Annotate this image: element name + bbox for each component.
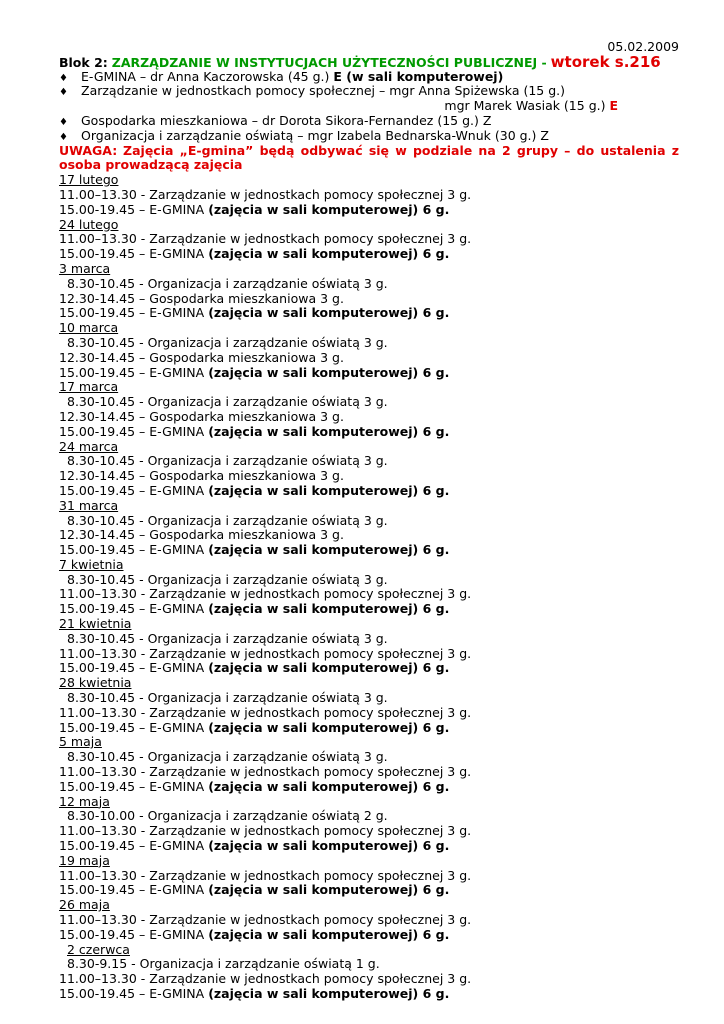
course-item xyxy=(59,114,679,129)
schedule-entry xyxy=(59,395,679,410)
schedule-entry xyxy=(59,913,679,928)
course-text: mgr Marek Wasiak (15 g.) xyxy=(444,98,610,114)
entry-text: 15.00-19.45 – E-GMINA xyxy=(59,660,209,676)
schedule-entry xyxy=(59,454,679,469)
entry-bold: (zajęcia w sali komputerowej) 6 g. xyxy=(208,305,450,321)
entry-text: 15.00-19.45 – E-GMINA xyxy=(59,926,209,942)
schedule-entry xyxy=(59,306,679,321)
schedule-entry xyxy=(59,721,679,736)
date-label: 17 lutego xyxy=(59,172,119,188)
schedule-entry xyxy=(59,987,679,1002)
schedule-entry xyxy=(59,410,679,425)
block-heading xyxy=(59,52,679,71)
entry-text: 15.00-19.45 – E-GMINA xyxy=(59,719,209,735)
schedule-date xyxy=(59,676,679,691)
entry-text: 11.00–13.30 - Zarządzanie w jednostkach pomocy społecznej 3 g. xyxy=(59,823,472,839)
schedule-date xyxy=(59,173,679,188)
schedule-entry xyxy=(59,957,679,972)
schedule-entry xyxy=(59,366,679,381)
schedule-entry xyxy=(59,232,679,247)
entry-bold: (zajęcia w sali komputerowej) 6 g. xyxy=(208,201,450,217)
entry-bold: (zajęcia w sali komputerowej) 6 g. xyxy=(208,423,450,439)
schedule-date xyxy=(59,558,679,573)
schedule-entry xyxy=(59,780,679,795)
schedule-entry xyxy=(59,425,679,440)
entry-text: 12.30-14.45 – Gospodarka mieszkaniowa 3 g. xyxy=(59,290,344,306)
entry-text: 8.30-10.45 - Organizacja i zarządzanie oświatą 3 g. xyxy=(67,275,388,291)
course-item xyxy=(59,129,679,144)
entry-text: 15.00-19.45 – E-GMINA xyxy=(59,882,209,898)
schedule-entry xyxy=(59,203,679,218)
date-label: 28 kwietnia xyxy=(59,675,132,691)
schedule-entry xyxy=(59,883,679,898)
entry-text: 15.00-19.45 – E-GMINA xyxy=(59,778,209,794)
entry-text: 11.00–13.30 - Zarządzanie w jednostkach pomocy społecznej 3 g. xyxy=(59,586,472,602)
course-text: E-GMINA – dr Anna Kaczorowska (45 g.) xyxy=(81,68,334,84)
schedule-entry xyxy=(59,247,679,262)
entry-bold: (zajęcia w sali komputerowej) 6 g. xyxy=(208,986,450,1001)
schedule xyxy=(59,173,679,1002)
entry-text: 8.30-10.45 - Organizacja i zarządzanie oświatą 3 g. xyxy=(67,394,388,410)
entry-text: 8.30-10.45 - Organizacja i zarządzanie oświatą 3 g. xyxy=(67,512,388,528)
schedule-entry xyxy=(59,839,679,854)
entry-text: 8.30-10.45 - Organizacja i zarządzanie oświatą 3 g. xyxy=(67,453,388,469)
entry-bold: (zajęcia w sali komputerowej) 6 g. xyxy=(208,482,450,498)
date-label: 12 maja xyxy=(59,793,110,809)
entry-text: 8.30-10.45 - Organizacja i zarządzanie oświatą 3 g. xyxy=(67,571,388,587)
schedule-entry xyxy=(59,277,679,292)
schedule-entry xyxy=(59,691,679,706)
schedule-entry xyxy=(59,661,679,676)
schedule-entry xyxy=(59,809,679,824)
entry-text: 15.00-19.45 – E-GMINA xyxy=(59,838,209,854)
entry-bold: (zajęcia w sali komputerowej) 6 g. xyxy=(208,660,450,676)
entry-bold: (zajęcia w sali komputerowej) 6 g. xyxy=(208,542,450,558)
schedule-entry xyxy=(59,351,679,366)
entry-text: 12.30-14.45 – Gospodarka mieszkaniowa 3 g. xyxy=(59,349,344,365)
course-text: Gospodarka mieszkaniowa – dr Dorota Sikora-Fernandez (15 g.) Z xyxy=(81,112,492,128)
entry-text: 11.00–13.30 - Zarządzanie w jednostkach pomocy społecznej 3 g. xyxy=(59,867,472,883)
schedule-entry xyxy=(59,706,679,721)
entry-text: 15.00-19.45 – E-GMINA xyxy=(59,542,209,558)
entry-text: 15.00-19.45 – E-GMINA xyxy=(59,601,209,617)
entry-bold: (zajęcia w sali komputerowej) 6 g. xyxy=(208,364,450,380)
entry-bold: (zajęcia w sali komputerowej) 6 g. xyxy=(208,719,450,735)
schedule-entry xyxy=(59,543,679,558)
schedule-entry xyxy=(59,514,679,529)
schedule-entry xyxy=(59,765,679,780)
entry-text: 8.30-10.45 - Organizacja i zarządzanie oświatą 3 g. xyxy=(67,334,388,350)
schedule-entry xyxy=(59,750,679,765)
schedule-entry xyxy=(59,972,679,987)
schedule-entry xyxy=(59,928,679,943)
date-label: 2 czerwca xyxy=(67,941,130,957)
entry-bold: (zajęcia w sali komputerowej) 6 g. xyxy=(208,601,450,617)
date-label: 26 maja xyxy=(59,897,110,913)
schedule-date xyxy=(59,499,679,514)
entry-bold: (zajęcia w sali komputerowej) 6 g. xyxy=(208,778,450,794)
schedule-entry xyxy=(59,869,679,884)
schedule-entry xyxy=(59,647,679,662)
entry-text: 15.00-19.45 – E-GMINA xyxy=(59,482,209,498)
entry-text: 8.30-9.15 - Organizacja i zarządzanie oświatą 1 g. xyxy=(67,956,380,972)
course-suffix: E (w sali komputerowej) xyxy=(333,68,504,84)
schedule-entry xyxy=(59,528,679,543)
date-label: 31 marca xyxy=(59,497,119,513)
course-item xyxy=(59,70,679,85)
entry-text: 15.00-19.45 – E-GMINA xyxy=(59,201,209,217)
entry-text: 15.00-19.45 – E-GMINA xyxy=(59,305,209,321)
note-text: Zajęcia „E-gmina” będą odbywać się w podziale na 2 grupy – do ustalenia z osoba prowadzącą zajęcia xyxy=(59,142,679,173)
date-label: 21 kwietnia xyxy=(59,616,132,632)
date-label: 24 marca xyxy=(59,438,119,454)
schedule-date xyxy=(59,380,679,395)
schedule-date xyxy=(59,262,679,277)
schedule-date xyxy=(59,218,679,233)
date-label: 7 kwietnia xyxy=(59,556,124,572)
entry-text: 15.00-19.45 – E-GMINA xyxy=(59,364,209,380)
schedule-entry xyxy=(59,573,679,588)
date-label: 19 maja xyxy=(59,852,110,868)
schedule-date xyxy=(59,321,679,336)
block-day-room: wtorek s.216 xyxy=(550,52,661,71)
course-text: Zarządzanie w jednostkach pomocy społecznej – mgr Anna Spiżewska (15 g.) xyxy=(81,83,566,99)
entry-text: 12.30-14.45 – Gospodarka mieszkaniowa 3 g. xyxy=(59,468,344,484)
entry-text: 8.30-10.45 - Organizacja i zarządzanie oświatą 3 g. xyxy=(67,690,388,706)
bullet-icon: ♦ xyxy=(59,116,68,128)
entry-text: 11.00–13.30 - Zarządzanie w jednostkach pomocy społecznej 3 g. xyxy=(59,231,472,247)
schedule-entry xyxy=(59,602,679,617)
document-content xyxy=(59,40,679,1002)
entry-text: 12.30-14.45 – Gospodarka mieszkaniowa 3 g. xyxy=(59,408,344,424)
bullet-icon: ♦ xyxy=(59,87,68,99)
schedule-entry xyxy=(59,587,679,602)
schedule-date xyxy=(59,795,679,810)
exam-mark: E xyxy=(609,98,618,114)
entry-text: 8.30-10.00 - Organizacja i zarządzanie oświatą 2 g. xyxy=(67,808,388,824)
date-label: 24 lutego xyxy=(59,216,119,232)
entry-text: 12.30-14.45 – Gospodarka mieszkaniowa 3 g. xyxy=(59,527,344,543)
schedule-entry xyxy=(59,469,679,484)
entry-text: 11.00–13.30 - Zarządzanie w jednostkach pomocy społecznej 3 g. xyxy=(59,645,472,661)
entry-text: 8.30-10.45 - Organizacja i zarządzanie oświatą 3 g. xyxy=(67,749,388,765)
schedule-entry xyxy=(59,484,679,499)
schedule-entry xyxy=(59,824,679,839)
entry-bold: (zajęcia w sali komputerowej) 6 g. xyxy=(208,246,450,262)
date-label: 17 marca xyxy=(59,379,119,395)
schedule-date xyxy=(59,440,679,455)
entry-bold: (zajęcia w sali komputerowej) 6 g. xyxy=(208,882,450,898)
entry-text: 15.00-19.45 – E-GMINA xyxy=(59,246,209,262)
schedule-date xyxy=(59,854,679,869)
schedule-date xyxy=(59,943,679,958)
block-label: Blok 2: xyxy=(59,54,108,70)
date-label: 5 maja xyxy=(59,734,102,750)
block-title: ZARZĄDZANIE W INSTYTUCJACH UŻYTECZNOŚCI PUBLICZNEJ - xyxy=(111,54,547,70)
schedule-entry xyxy=(59,632,679,647)
entry-text: 11.00–13.30 - Zarządzanie w jednostkach pomocy społecznej 3 g. xyxy=(59,704,472,720)
bullet-icon: ♦ xyxy=(59,72,68,84)
entry-text: 11.00–13.30 - Zarządzanie w jednostkach pomocy społecznej 3 g. xyxy=(59,764,472,780)
schedule-date xyxy=(59,617,679,632)
schedule-entry xyxy=(59,292,679,307)
schedule-entry xyxy=(59,336,679,351)
entry-text: 11.00–13.30 - Zarządzanie w jednostkach pomocy społecznej 3 g. xyxy=(59,971,472,987)
entry-text: 8.30-10.45 - Organizacja i zarządzanie oświatą 3 g. xyxy=(67,630,388,646)
entry-text: 15.00-19.45 – E-GMINA xyxy=(59,423,209,439)
document-date: 05.02.2009 xyxy=(607,39,679,54)
note-label: UWAGA: xyxy=(59,142,118,158)
entry-text: 15.00-19.45 – E-GMINA xyxy=(59,986,209,1001)
entry-text: 11.00–13.30 - Zarządzanie w jednostkach pomocy społecznej 3 g. xyxy=(59,912,472,928)
date-label: 10 marca xyxy=(59,320,119,336)
date-label: 3 marca xyxy=(59,260,111,276)
schedule-date xyxy=(59,735,679,750)
bullet-icon: ♦ xyxy=(59,131,68,143)
entry-bold: (zajęcia w sali komputerowej) 6 g. xyxy=(208,838,450,854)
note xyxy=(59,144,679,174)
course-continuation xyxy=(59,99,679,114)
schedule-date xyxy=(59,898,679,913)
schedule-entry xyxy=(59,188,679,203)
entry-text: 11.00–13.30 - Zarządzanie w jednostkach pomocy społecznej 3 g. xyxy=(59,186,472,202)
entry-bold: (zajęcia w sali komputerowej) 6 g. xyxy=(208,926,450,942)
course-list xyxy=(59,70,679,144)
course-text: Organizacja i zarządzanie oświatą – mgr Izabela Bednarska-Wnuk (30 g.) Z xyxy=(81,127,549,143)
course-item xyxy=(59,84,679,99)
